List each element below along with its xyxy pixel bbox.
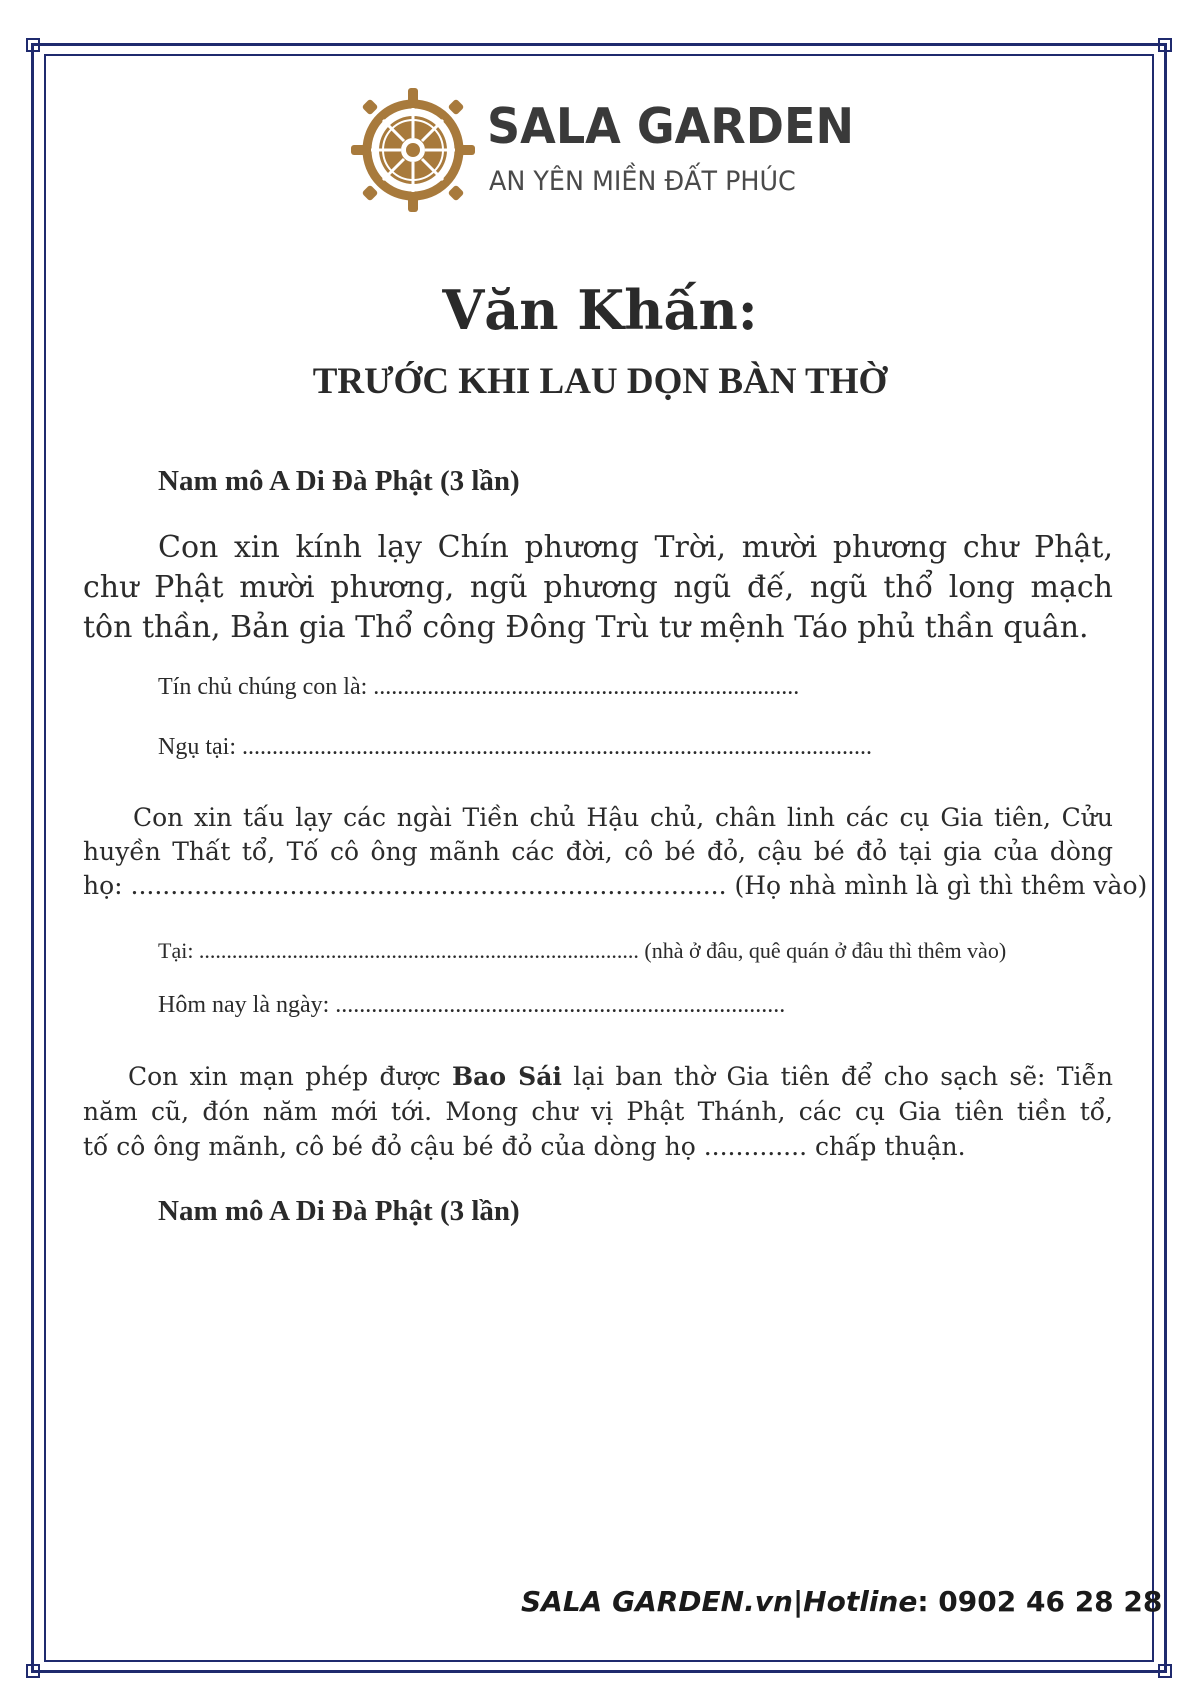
- prayer-paragraph-1-line-1: Con xin kính lạy Chín phương Trời, mười phương chư Phật,: [158, 530, 1113, 565]
- corner-ornament-top-right: [1158, 38, 1172, 52]
- prayer-paragraph-3-prefix: Con xin mạn phép được: [128, 1062, 453, 1091]
- ngu-tai-field: Ngụ tại: .........................................................................................................: [158, 734, 872, 760]
- footer-hotline-label: Hotline: [803, 1585, 918, 1618]
- document-subtitle: TRƯỚC KHI LAU DỌN BÀN THỜ: [312, 361, 888, 402]
- prayer-paragraph-2-line-3: họ: ........................................................................... (Họ nhà mình là gì thì thêm vào): [83, 871, 1148, 900]
- document-title: Văn Khấn:: [442, 278, 758, 342]
- prayer-paragraph-3-line-1: [83, 1062, 1113, 1091]
- prayer-paragraph-1-line-2: chư Phật mười phương, ngũ phương ngũ đế, ngũ thổ long mạch: [83, 570, 1113, 605]
- namo-invocation-open: Nam mô A Di Đà Phật (3 lần): [158, 465, 520, 497]
- tin-chu-field: Tín chủ chúng con là: .......................................................................: [158, 674, 800, 700]
- hom-nay-field: Hôm nay là ngày: ...........................................................................: [158, 992, 786, 1018]
- prayer-paragraph-2-line-1: Con xin tấu lạy các ngài Tiền chủ Hậu chủ, chân linh các cụ Gia tiên, Cửu: [133, 803, 1113, 832]
- prayer-paragraph-3-line-2: năm cũ, đón năm mới tới. Mong chư vị Phật Thánh, các cụ Gia tiên tiền tổ,: [83, 1097, 1113, 1126]
- dharma-wheel-icon: [349, 86, 477, 214]
- brand-name: SALA GARDEN: [487, 98, 855, 155]
- footer-separator: |: [792, 1585, 804, 1618]
- namo-invocation-close: Nam mô A Di Đà Phật (3 lần): [158, 1195, 520, 1227]
- tai-field: Tại: ................................................................................ (nhà ở đâu, quê quán ở đâu thì thêm vào): [158, 938, 1007, 963]
- footer-contact: [521, 1585, 1162, 1618]
- corner-ornament-bottom-right: [1158, 1664, 1172, 1678]
- prayer-paragraph-3-line-3: tố cô ông mãnh, cô bé đỏ cậu bé đỏ của dòng họ ............. chấp thuận.: [83, 1132, 966, 1161]
- brand-slogan: AN YÊN MIỀN ĐẤT PHÚC: [489, 166, 796, 197]
- corner-ornament-bottom-left: [26, 1664, 40, 1678]
- prayer-paragraph-3-suffix: lại ban thờ Gia tiên để cho sạch sẽ: Tiễn: [561, 1062, 1113, 1091]
- footer-site[interactable]: SALA GARDEN.vn: [521, 1585, 793, 1618]
- corner-ornament-top-left: [26, 38, 40, 52]
- prayer-paragraph-2-line-2: huyền Thất tổ, Tố cô ông mãnh các đời, cô bé đỏ, cậu bé đỏ tại gia của dòng: [83, 837, 1113, 866]
- prayer-paragraph-1-line-3: tôn thần, Bản gia Thổ công Đông Trù tư mệnh Táo phủ thần quân.: [83, 610, 1089, 645]
- footer-hotline-number[interactable]: : 0902 46 28 28: [917, 1585, 1163, 1618]
- bao-sai-emphasis: Bao Sái: [452, 1062, 562, 1091]
